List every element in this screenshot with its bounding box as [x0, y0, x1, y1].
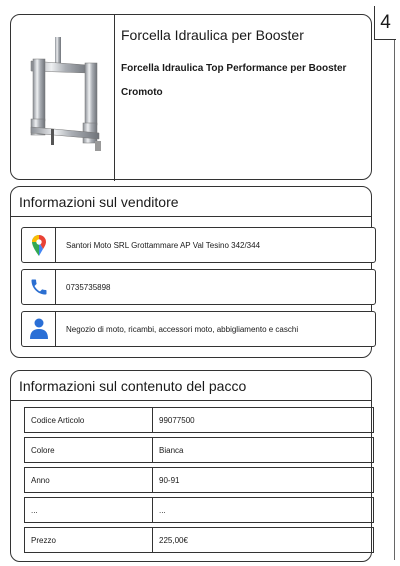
table-row	[24, 467, 374, 493]
product-card	[10, 14, 372, 180]
seller-phone-text: 0735735898	[66, 282, 111, 292]
chrome-fork-image	[11, 15, 115, 181]
package-table	[24, 407, 374, 557]
product-title: Forcella Idraulica per Booster	[121, 27, 304, 43]
seller-section-title: Informazioni sul venditore	[11, 187, 371, 217]
row-label: ...	[24, 497, 152, 523]
table-row	[24, 527, 374, 553]
seller-phone-row	[21, 269, 376, 305]
row-value: 99077500	[152, 407, 374, 433]
person-icon	[22, 312, 56, 346]
page-edge-line	[394, 40, 395, 560]
seller-description-text: Negozio di moto, ricambi, accessori moto, abbigliamento e caschi	[66, 324, 299, 334]
package-section-title: Informazioni sul contenuto del pacco	[11, 371, 371, 401]
seller-description-row	[21, 311, 376, 347]
product-subtitle: Forcella Idraulica Top Performance per Booster Cromoto	[121, 63, 347, 98]
row-label: Codice Articolo	[24, 407, 152, 433]
map-pin-icon	[22, 228, 56, 262]
seller-address-text: Santori Moto SRL Grottammare AP Val Tesino 342/344	[66, 240, 261, 250]
table-row	[24, 437, 374, 463]
product-image	[11, 15, 115, 181]
phone-icon	[22, 270, 56, 304]
row-value: Bianca	[152, 437, 374, 463]
seller-address-row	[21, 227, 376, 263]
row-value: 225,00€	[152, 527, 374, 553]
row-label: Anno	[24, 467, 152, 493]
table-row	[24, 407, 374, 433]
seller-card	[10, 186, 372, 358]
row-label: Colore	[24, 437, 152, 463]
row-value: ...	[152, 497, 374, 523]
table-row	[24, 497, 374, 523]
package-card	[10, 370, 372, 562]
row-value: 90-91	[152, 467, 374, 493]
row-label: Prezzo	[24, 527, 152, 553]
page-number: 4	[374, 6, 396, 40]
